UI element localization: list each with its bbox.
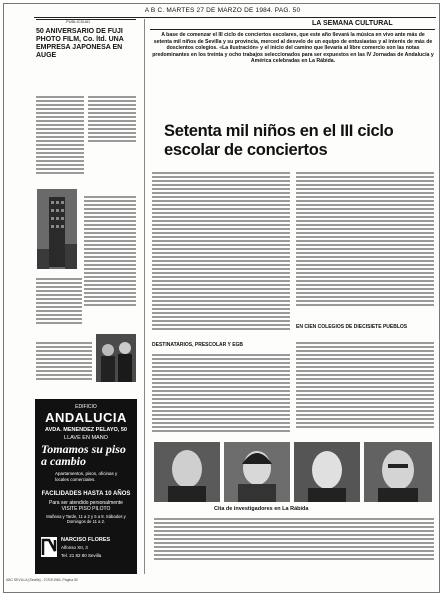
ad-edificio: EDIFICIO — [75, 404, 97, 410]
body-col-2 — [296, 170, 434, 315]
left-text-col-c — [84, 194, 136, 314]
portraits-illustration — [154, 442, 432, 502]
people-illustration — [96, 334, 136, 382]
ad-visit: Para ser atendido personalmente VISITE PISO PILOTO — [49, 500, 123, 512]
body-col-2b — [296, 340, 434, 438]
header-rule — [34, 17, 436, 18]
newspaper-page — [3, 3, 440, 593]
photo-caption: Cita de investigadores en La Rábida — [214, 506, 309, 512]
column-divider — [144, 19, 145, 574]
left-text-col-e — [36, 340, 92, 390]
building-photo — [37, 189, 77, 269]
section-title: LA SEMANA CULTURAL — [312, 20, 393, 27]
ad-brand: NARCISO FLORES — [61, 537, 111, 543]
left-text-col-a — [36, 94, 84, 194]
body-col-1b — [152, 352, 290, 438]
real-estate-ad — [35, 399, 137, 574]
footer-line: ABC SEVILLA (Sevilla) - 27/03/1984, Página 50 — [6, 578, 78, 582]
ad-hours: Mañana y Tarde, 11 a 2 y 5 a 8. Sábados y Domingos de 11 a 2. — [46, 514, 126, 524]
portrait-strip — [154, 442, 432, 502]
left-text-col-b — [88, 94, 136, 194]
ad-keys: LLAVE EN MANO — [64, 435, 108, 441]
page-footer — [6, 578, 438, 592]
ad-facilities: FACILIDADES HASTA 10 AÑOS — [41, 491, 131, 497]
ad-offer: Apartamentos, pisos, oficinas y locales comerciales. — [55, 471, 118, 482]
page-header: A B C. MARTES 27 DE MARZO DE 1984. PAG. 50 — [144, 7, 301, 14]
article-deck: A base de comenzar el III ciclo de conciertos escolares, que este año llevará la música en vivo ante más de setenta mil niños de Sevilla y su provincia, merced al desvelo de un equipo de entusiastas y al interés de más de doscientos colegios. «La ilustración» y el inicio del camino que llevaría al libre comercio son las notas predominantes en los treinta y ocho trabajos seleccionados para ser expuestos en las IV Jornadas de Andalucía y América celebradas en La Rábida. — [152, 32, 434, 65]
people-photo — [96, 334, 136, 382]
brand-logo-icon — [41, 537, 57, 557]
building-illustration — [37, 189, 77, 269]
section-rule — [150, 29, 435, 30]
ad-brand-sub: Alfonso XII, 3 — [61, 545, 88, 550]
caption-text — [154, 516, 434, 572]
ad-address: AVDA. MENENDEZ PELAYO, 50 — [45, 427, 127, 433]
body-col-1 — [152, 170, 290, 340]
subhead-destinatarios: DESTINATARIOS, PRESCOLAR Y EGB — [152, 342, 244, 348]
article-headline: Setenta mil niños en el III ciclo escolar de conciertos — [164, 122, 394, 159]
left-text-col-d — [36, 276, 82, 336]
ad-name: ANDALUCIA — [45, 410, 127, 425]
subhead-colegios: EN CIEN COLEGIOS DE DIECISIETE PUEBLOS — [296, 324, 408, 330]
ad-title: 50 ANIVERSARIO DE FUJI PHOTO FILM, Co. ltd. UNA EMPRESA JAPONESA EN AUGE — [36, 28, 124, 59]
ad-slogan: Tomamos su piso a cambio — [41, 442, 126, 468]
ad-phone: Tel. 21 82 80 Sevilla — [61, 553, 102, 558]
ad-tag: PUBLICIDAD — [66, 19, 91, 24]
ad-logo — [41, 537, 57, 557]
